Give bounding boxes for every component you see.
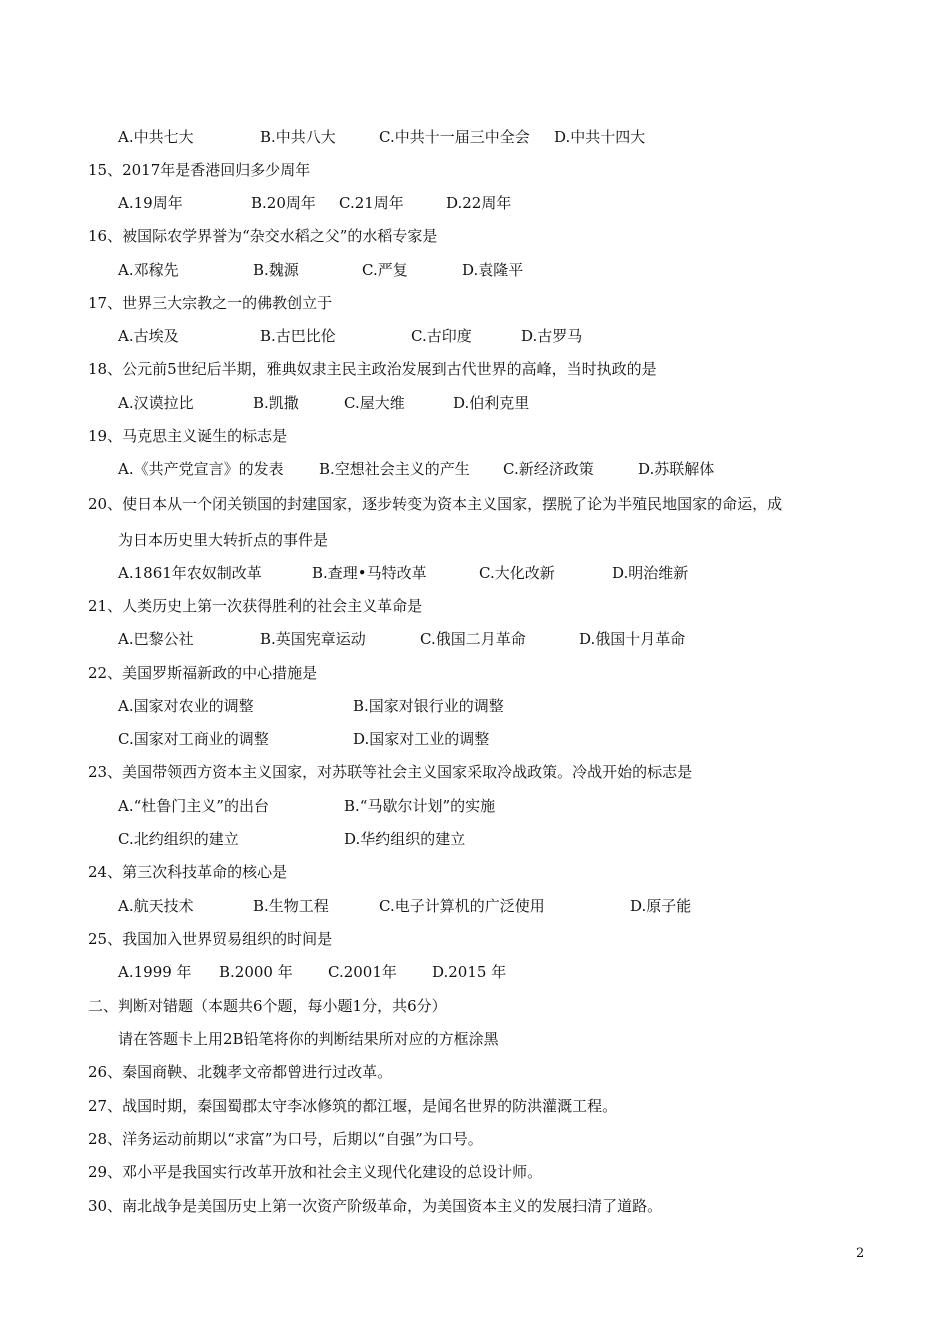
option-b: B.20周年 bbox=[251, 194, 316, 212]
option-c: C.古印度 bbox=[411, 327, 472, 345]
option-d: D.2015 年 bbox=[432, 963, 507, 981]
option-b: B.生物工程 bbox=[253, 897, 329, 915]
question-25: 25、我国加入世界贸易组织的时间是 bbox=[88, 930, 333, 948]
question-17: 17、世界三大宗教之一的佛教创立于 bbox=[88, 294, 333, 312]
option-d: D.古罗马 bbox=[521, 327, 583, 345]
option-a: A.邓稼先 bbox=[118, 261, 179, 279]
option-b: B.英国宪章运动 bbox=[260, 630, 366, 648]
option-d: D.苏联解体 bbox=[638, 460, 715, 478]
option-c: C.俄国二月革命 bbox=[420, 630, 526, 648]
option-b: B.国家对银行业的调整 bbox=[353, 697, 504, 715]
option-c: C.北约组织的建立 bbox=[118, 830, 239, 848]
option-c: C.严复 bbox=[362, 261, 408, 279]
option-d: D.明治维新 bbox=[612, 564, 689, 582]
option-a: A.“杜鲁门主义”的出台 bbox=[118, 797, 269, 815]
option-b: B.凯撒 bbox=[253, 394, 299, 412]
option-d: D.伯利克里 bbox=[453, 394, 530, 412]
option-a: A.1999 年 bbox=[118, 963, 192, 981]
option-a: A.《共产党宣言》的发表 bbox=[118, 460, 284, 478]
option-d: D.国家对工业的调整 bbox=[353, 730, 490, 748]
option-c: C.大化改新 bbox=[479, 564, 555, 582]
option-d: D.中共十四大 bbox=[554, 128, 646, 146]
option-c: C.国家对工商业的调整 bbox=[118, 730, 269, 748]
option-b: B.“马歇尔计划”的实施 bbox=[344, 797, 496, 815]
option-a: A.汉谟拉比 bbox=[118, 394, 194, 412]
question-29: 29、邓小平是我国实行改革开放和社会主义现代化建设的总设计师。 bbox=[88, 1163, 543, 1181]
option-c: C.新经济政策 bbox=[503, 460, 594, 478]
question-20-line-2: 为日本历史里大转折点的事件是 bbox=[118, 531, 329, 549]
question-21: 21、人类历史上第一次获得胜利的社会主义革命是 bbox=[88, 597, 423, 615]
question-18: 18、公元前5世纪后半期，雅典奴隶主民主政治发展到古代世界的高峰，当时执政的是 bbox=[88, 360, 657, 378]
option-c: C.屋大维 bbox=[344, 394, 405, 412]
section-2-title: 二、判断对错题（本题共6个题，每小题1分，共6分） bbox=[88, 997, 447, 1015]
option-a: A.1861年农奴制改革 bbox=[118, 564, 262, 582]
option-b: B.2000 年 bbox=[219, 963, 293, 981]
question-26: 26、秦国商鞅、北魏孝文帝都曾进行过改革。 bbox=[88, 1063, 393, 1081]
option-d: D.22周年 bbox=[446, 194, 512, 212]
option-a: A.古埃及 bbox=[118, 327, 179, 345]
option-b: B.空想社会主义的产生 bbox=[319, 460, 470, 478]
question-15: 15、2017年是香港回归多少周年 bbox=[88, 161, 311, 179]
option-a: A.巴黎公社 bbox=[118, 630, 194, 648]
question-27: 27、战国时期，秦国蜀郡太守李冰修筑的都江堰，是闻名世界的防洪灌溉工程。 bbox=[88, 1097, 618, 1115]
question-28: 28、洋务运动前期以“求富”为口号，后期以“自强”为口号。 bbox=[88, 1130, 483, 1148]
option-d: D.俄国十月革命 bbox=[579, 630, 686, 648]
option-a: A.航天技术 bbox=[118, 897, 194, 915]
option-b: B.古巴比伦 bbox=[260, 327, 336, 345]
question-19: 19、马克思主义诞生的标志是 bbox=[88, 427, 288, 445]
option-a: A.中共七大 bbox=[118, 128, 194, 146]
question-16: 16、被国际农学界誉为“杂交水稻之父”的水稻专家是 bbox=[88, 227, 438, 245]
option-a: A.国家对农业的调整 bbox=[118, 697, 254, 715]
option-a: A.19周年 bbox=[118, 194, 183, 212]
question-23: 23、美国带领西方资本主义国家，对苏联等社会主义国家采取冷战政策。冷战开始的标志是 bbox=[88, 763, 693, 781]
option-c: C.中共十一届三中全会 bbox=[379, 128, 530, 146]
option-c: C.21周年 bbox=[339, 194, 404, 212]
question-20-line-1: 20、使日本从一个闭关锁国的封建国家，逐步转变为资本主义国家，摆脱了论为半殖民地国家的命运，成 bbox=[88, 495, 783, 513]
question-30: 30、南北战争是美国历史上第一次资产阶级革命，为美国资本主义的发展扫清了道路。 bbox=[88, 1197, 663, 1215]
option-d: D.原子能 bbox=[630, 897, 692, 915]
question-22: 22、美国罗斯福新政的中心措施是 bbox=[88, 664, 318, 682]
option-d: D.华约组织的建立 bbox=[344, 830, 466, 848]
option-d: D.袁隆平 bbox=[462, 261, 524, 279]
page-number: 2 bbox=[856, 1246, 865, 1261]
option-b: B.魏源 bbox=[253, 261, 299, 279]
option-c: C.2001年 bbox=[328, 963, 397, 981]
question-24: 24、第三次科技革命的核心是 bbox=[88, 863, 288, 881]
section-2-instruction: 请在答题卡上用2B铅笔将你的判断结果所对应的方框涂黑 bbox=[118, 1030, 499, 1048]
option-b: B.中共八大 bbox=[260, 128, 336, 146]
option-c: C.电子计算机的广泛使用 bbox=[379, 897, 545, 915]
option-b: B.查理•马特改革 bbox=[312, 564, 427, 582]
